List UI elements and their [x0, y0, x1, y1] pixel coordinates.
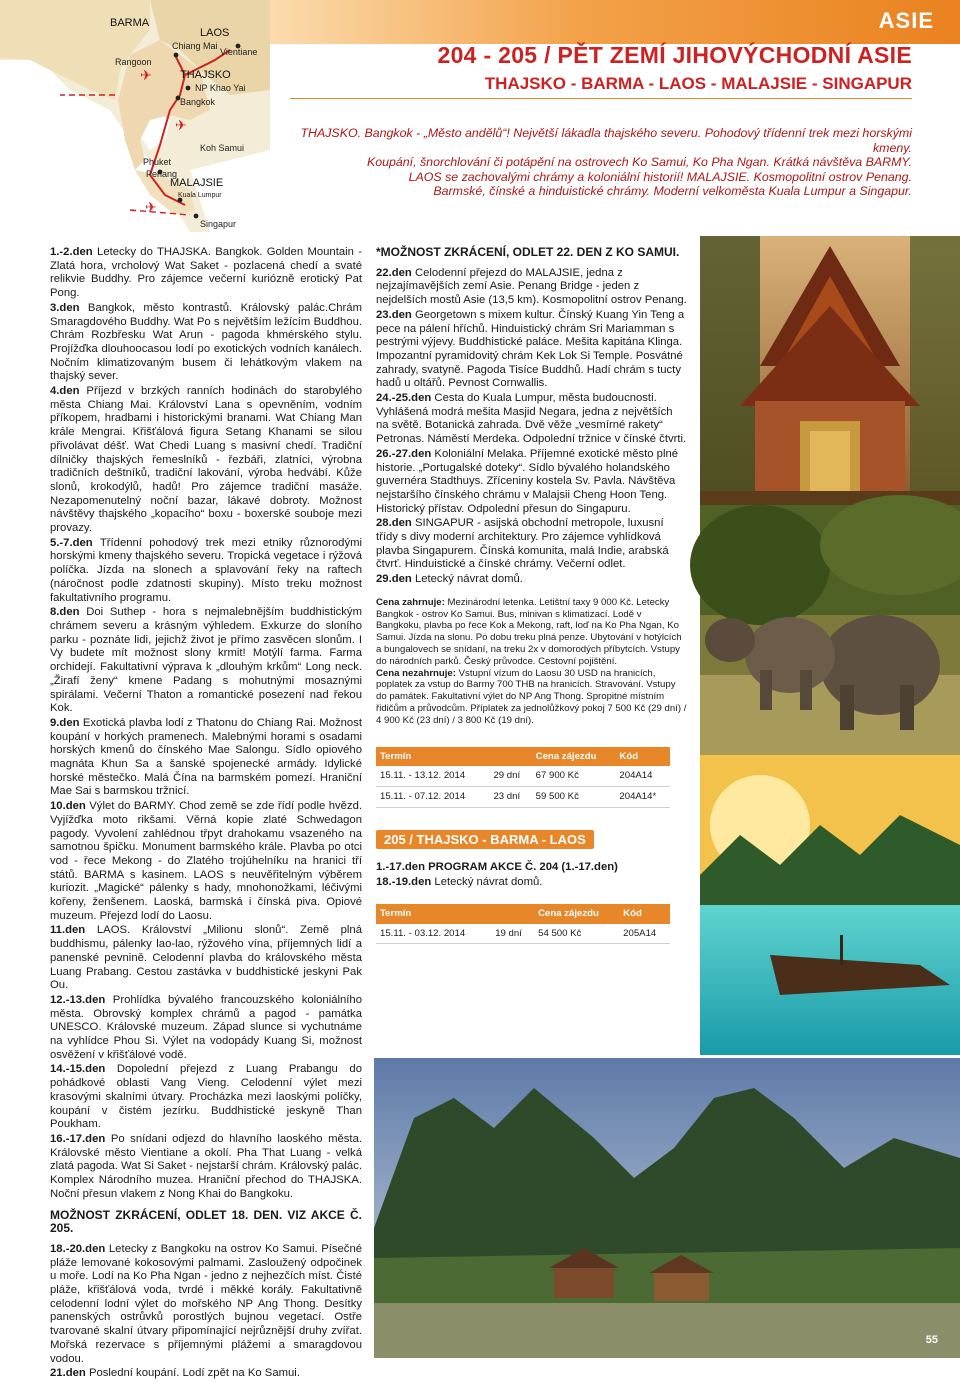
table-cell: 54 500 Kč [534, 924, 619, 944]
itinerary-entry [50, 302, 362, 384]
map-label-rangoon: Rangoon [115, 57, 152, 67]
tour-205-line [376, 876, 688, 890]
day-text: Doi Suthep - hora s nejmalebnějším buddhistickým chrámem severu a krásným výhledem. Exkurze do sloního parku - poznáte lidi, jejichž život je přímo zasvěcen slonům. I Vy budete mít možnost slony krmit! Motýlí farma. Farma orchidejí. Fakultativní výprava k „dlouhým krkům“ Long neck. „Žirafí ženy“ kmene Padang s mohutnými mosaznými spirálami. Večerní Thaton a romantické posezení nad řekou Kok. [50, 606, 362, 715]
itinerary-entry [50, 1243, 362, 1366]
itinerary-entry [376, 267, 688, 308]
itinerary-left-column [50, 246, 362, 1382]
day-text: Cesta do Kuala Lumpur, města budoucnosti. Vyhlášená modrá mešita Masjid Negara, jedna z největších na světě. Botanická zahrada. Dvě věže „vesmírné rakety“ Petronas. Náměstí Merdeka. Odpolední tržnice v čínské čtvrti. [376, 392, 687, 446]
day-text: PROGRAM AKCE Č. 204 (1.-17.den) [428, 861, 618, 874]
itinerary-entry [50, 924, 362, 993]
itinerary-entry [50, 246, 362, 301]
day-label: 9.den [50, 716, 80, 729]
day-label: 11.den [50, 924, 86, 937]
map-label-penang: Penang [146, 169, 178, 179]
day-text: SINGAPUR - asijská obchodní metropole, luxusní třídy s divy moderní architektury. Pro zájemce vyhlídková plavba Singapurem. Čínská komunita, malá Indie, arabská čtvrť. Hinduistické a čínské chrámy. Večerní odlet. [376, 517, 669, 571]
intro-line: Koupání, šnorchlování či potápění na ostrovech Ko Samui, Ko Pha Ngan. Krátká návštěva BARMY. [366, 155, 912, 169]
map-label-thajsko: THAJSKO [180, 69, 231, 81]
table-header: Kód [619, 904, 670, 924]
itinerary-entry [50, 1367, 362, 1381]
table-header: Kód [615, 747, 670, 767]
includes-note [376, 597, 688, 668]
day-label: 10.den [50, 800, 86, 813]
day-text: Dopolední přejezd z Luang Prabangu do pohádkové oblasti Vang Vieng. Celodenní výlet mezi krasovými skalními útvary. Procházka mezi laoskými políčky, koupání v čistém jezírku. Buddhistické jeskyně Than Poukham. [50, 1063, 362, 1131]
day-text: Po snídani odjezd do hlavního laoského města. Královské město Vientiane a okolí. Pha That Luang - velká zlatá pagoda. Wat Si Saket - nejstarší chrám. Královský palác. Komplex Národního muzea. Hraniční přechod do THAJSKA. Noční přesun vlakem z Nong Khai do Bangkoku. [50, 1133, 362, 1200]
excludes-label: Cena nezahrnuje: [376, 667, 456, 679]
table-header-row [376, 747, 670, 767]
map-label-singapur: Singapur [200, 219, 237, 229]
includes-text: Mezinárodní letenka. Letištní taxy 9 000 Kč. Letecky Bangkok - ostrov Ko Samui. Bus, minivan s klimatizací. Lodě v Bangkoku, plavba po řece Kok a Mekong, raft, loď na Ko Pha Ngan, Ko Samui. Jízda na slonu. Po dobu treku plná penze. Ubytování v hotýlcích a bungalovech se snídaní, na treku 2x v domorodých příbytcích. Vstupy do národních parků. Český průvodce. Cestovní pojištění. [376, 596, 682, 667]
table-cell: 204A14 [615, 766, 670, 786]
day-text: Letecky do THAJSKA. Bangkok. Golden Mountain - Zlatá hora, vrcholový Wat Saket - pozlacená chedí a svaté relikvie Buddhy. Pro zájemce večerní kuriózně erotický Pat Pong. [50, 246, 362, 300]
itinerary-mid-column [376, 246, 688, 944]
intro-text [292, 126, 912, 199]
day-text: Letecky z Bangkoku na ostrov Ko Samui. Písečné pláže lemované kokosovými palmami. Zasloužený odpočinek u moře. Lodí na Ko Pha Ngan - jedno z nejhezčích míst. Čisté pláže, křišťálová voda, tvrdé i měkké korály. Fakultativně celodenní lodní výlet do mořského NP Ang Thong. Desítky panenských ostrůvků porostlých bujnou vegetací. Ostře tvarované skalní útvary připomínající nejrůznější druhy zvířat. Mořská rezervace s příjemnými plážemi a smaragdovou vodou. [50, 1242, 363, 1365]
day-label: 1.-2.den [50, 246, 93, 258]
map-label-bangkok: Bangkok [180, 97, 216, 107]
itinerary-entry [376, 309, 688, 391]
table-cell: 204A14* [615, 787, 670, 808]
map-label-malajsie: MALAJSIE [170, 177, 224, 189]
includes-label: Cena zahrnuje: [376, 596, 445, 608]
intro-line: Barmské, čínské a hinduistické chrámy. Moderní velkoměsta Kuala Lumpur a Singapur. [433, 184, 912, 198]
table-header [489, 747, 531, 767]
day-text: LAOS. Království „Milionu slonů“. Země plná buddhismu, pálenky lao-lao, rýžového vína, příjemných lidí a panenské pevnině. Celodenní plavba do královského města Luang Prabang. Cestou zastávka v buddhistické jeskyni Pak Ou. [50, 924, 363, 992]
table-header: Termín [376, 747, 489, 767]
intro-line: LAOS se zachovalými chrámy a koloniální historií! MALAJSIE. Kosmopolitní ostrov Penang. [408, 169, 912, 184]
table-cell: 23 dní [489, 787, 531, 808]
day-text: Celodenní přejezd do MALAJSIE, jedna z nejzajímavějších zemí Asie. Penang Bridge - jeden z nejdelších mostů Asie (13,5 km). Kosmopolitní ostrov Penang. [376, 266, 687, 307]
day-label: 14.-15.den [50, 1063, 106, 1076]
day-label: 16.-17.den [50, 1133, 106, 1145]
table-cell: 15.11. - 13.12. 2014 [376, 766, 489, 786]
day-label: 5.-7.den [50, 536, 93, 549]
photo-elephants [700, 505, 960, 755]
table-cell: 205A14 [619, 924, 670, 944]
itinerary-entry [50, 994, 362, 1063]
day-text: Bangkok, město kontrastů. Královský palác.Chrám Smaragdového Buddhy. Wat Po s největším ležícím Buddhou. Chrám Rozbřesku Wat Arun - pagoda khmérského stylu. Projížďka dlouhoocasou lodí po exotických vodních kanálech. Nočním klimatizovaným busem či lehátkovým vlakem na thajský sever. [50, 301, 362, 383]
day-label: 12.-13.den [50, 993, 106, 1006]
price-notes [376, 597, 688, 727]
photo-beach-boat [700, 755, 960, 1055]
excludes-note [376, 668, 688, 727]
intro-line: THAJSKO. Bangkok - „Město andělů“! Největší lákadla thajského severu. Pohodový třídenní trek mezi horskými kmeny. [300, 126, 912, 155]
table-cell: 15.11. - 03.12. 2014 [376, 924, 491, 944]
day-label: 29.den [376, 573, 412, 586]
itinerary-entry [50, 537, 362, 606]
day-text: Příjezd v brzkých ranních hodinách do starobylého města Chiang Mai. Království Lana s opevněním, vodním příkopem, hradbami i historickými branami. Wat Chiang Man krále Mengrai. Křišťálová figura Setang Khanami se silou přivolávat déšť. Wat Chedi Luang s masivní chedí. Tradiční dílničky thajských řemeslníků - řezbáři, zlatníci, výrobna tradičních deštníků, tradiční lakování, výroba hedvábí. Kůže slonů, krokodýlů, hadů! Pro zájemce tradiční masáže. Nezapomenutelný noční bazar, lákavé dobroty. Možnost návštěvy thajského „kopacího“ boxu - boxerské souboje mezi provazy. [50, 385, 363, 535]
map-label-kuala-lumpur: Kuala Lumpur [178, 192, 222, 199]
svg-text:✈: ✈ [140, 67, 152, 83]
page-title: 204 - 205 / PĚT ZEMÍ JIHOVÝCHODNÍ ASIE [437, 42, 912, 68]
itinerary-entry [376, 448, 688, 517]
map-label-laos: LAOS [200, 27, 230, 39]
svg-text:✈: ✈ [145, 199, 157, 215]
day-label: 21.den [50, 1367, 86, 1380]
table-row [376, 924, 670, 944]
excludes-text: Vstupní vízum do Laosu 30 USD na hranicích, poplatek za vstup do Barmy 700 THB na hranicích. Stravování. Vstupy do památek. Fakultativní výlet do NP Ang Thong. Spropitné místním řidičům a průvodcům. Příplatek za jednolůžkový pokoj 7 500 Kč (29 dní) / 4 900 Kč (23 dní) / 3 800 Kč (19 dní). [376, 667, 687, 726]
tour-205-tag: 205 / THAJSKO - BARMA - LAOS [376, 830, 594, 850]
photo-temple [700, 236, 960, 506]
map-label-chiang-mai: Chiang Mai [172, 41, 218, 51]
day-text: Letecký návrat domů. [414, 573, 523, 586]
itinerary-entry [50, 717, 362, 799]
table-header [491, 904, 534, 924]
day-label: 22.den [376, 266, 412, 279]
shortening-note: MOŽNOST ZKRÁCENÍ, ODLET 18. DEN. VIZ AKCE Č. 205. [50, 1207, 362, 1236]
day-label: 18.-19.den [376, 876, 432, 889]
svg-text:✈: ✈ [175, 117, 187, 133]
table-cell: 29 dní [489, 766, 531, 786]
itinerary-entry [50, 385, 362, 536]
tour-205-line [376, 861, 688, 875]
table-cell: 59 500 Kč [532, 787, 616, 808]
page-subtitle: THAJSKO - BARMA - LAOS - MALAJSIE - SINGAPUR [484, 74, 912, 93]
price-table-205 [376, 904, 670, 944]
map-label-np-khao-yai: NP Khao Yai [195, 83, 246, 93]
title-rule [290, 98, 912, 99]
itinerary-entry [376, 392, 688, 447]
table-cell: 15.11. - 07.12. 2014 [376, 787, 489, 808]
day-text: Koloniální Melaka. Příjemné exotické město plné historie. „Portugalské doteky“. Sídlo bývalého holandského guvernéra Stadthuys. Zříceniny kostela Sv. Pavla. Návštěva nejstaršího čínského chrámu v Malajsii Cheng Hoon Teng. Historický přístav. Odpolední přesun do Singapuru. [376, 447, 679, 515]
day-text: Exotická plavba lodí z Thatonu do Chiang Rai. Možnost koupání v horkých pramenech. Malebnými horami s osadami horských kmenů do čínského Mae Salongu. Sídlo opiového magnáta Khun Sa a šanské spojenecké armády. Idylické horské městečko. Malá Čína na barmském pomezí. Hraniční Mae Sai s barmskou tržnicí. [50, 716, 362, 798]
map-label-barma: BARMA [110, 17, 150, 29]
day-label: 3.den [50, 301, 80, 314]
map-graphic [0, 0, 270, 232]
table-cell: 67 900 Kč [532, 766, 616, 786]
map-label-vientiane: Vientiane [220, 47, 258, 57]
day-label: 1.-17.den [376, 861, 425, 874]
day-label: 18.-20.den [50, 1242, 106, 1255]
shortening-note: *MOŽNOST ZKRÁCENÍ, ODLET 22. DEN Z KO SAMUI. [376, 245, 680, 259]
table-header: Cena zájezdu [534, 904, 619, 924]
region-map [0, 0, 270, 232]
itinerary-entry [50, 1063, 362, 1132]
day-label: 24.-25.den [376, 392, 432, 405]
itinerary-entry [50, 1133, 362, 1202]
table-row [376, 787, 670, 808]
day-text: Třídenní pohodový trek mezi etniky různorodými horskými kmeny thajského severu. Tropická vegetace i rýžová políčka. Jízda na slonech a splavování řeky na raftech (náročnost podle zdatnosti skupiny). Místo treku možnost fakultativního programu. [50, 536, 363, 604]
day-label: 28.den [376, 517, 412, 530]
day-text: Letecký návrat domů. [434, 876, 543, 889]
price-table-204 [376, 747, 670, 808]
region-label: ASIE [878, 8, 934, 33]
day-label: 23.den [376, 308, 412, 321]
photo-karst-landscape [374, 1058, 960, 1358]
day-text: Georgetown s mixem kultur. Čínský Kuang Yin Teng a pece na pálení hříchů. Hinduistický chrám Sri Mariamman s pestrými výjevy. Buddhistické paláce. Mešita kapitána Klinga. Impozantní pyramidovitý chrám Kek Lok Si Temple. Posvátné zahrady, svatyně. Pagoda Tisíce Buddhů. Hadí chrám s tucty hadů u oltářů. Pevnost Cornwallis. [376, 308, 685, 390]
table-header: Cena zájezdu [532, 747, 616, 767]
day-label: 26.-27.den [376, 447, 432, 460]
map-label-phuket: Phuket [143, 157, 172, 167]
table-cell: 19 dní [491, 924, 534, 944]
table-row [376, 766, 670, 786]
itinerary-entry [376, 517, 688, 572]
itinerary-entry [50, 606, 362, 716]
page-number: 55 [925, 1334, 938, 1346]
table-header-row [376, 904, 670, 924]
itinerary-entry [376, 573, 688, 587]
day-label: 8.den [50, 606, 80, 619]
day-text: Poslední koupání. Lodí zpět na Ko Samui. [88, 1367, 300, 1380]
itinerary-entry [50, 800, 362, 923]
day-text: Výlet do BARMY. Chod země se zde řídí podle hvězd. Vyjížďka moto rikšami. Věrná kopie zlaté Schwedagon pagody. Vyvolení zahlédnou třpyt drahokamu vsazeného na samotnou špičku. Monument barmského krále. Plavba po otci vod - řece Mekong - do Zlatého trojúhelníku na hranici tří států. BARMA s kasinem. LAOS s neuvěřitelným výběrem kuriozit. „Magické“ pálenky s hady, mnohonožkami, léčivými kořeny, ženšenem. Laoská, barmská i čínská piva. Opiové muzeum. Přejezd lodí do Laosu. [50, 800, 362, 922]
day-label: 4.den [50, 385, 80, 398]
table-header: Termín [376, 904, 491, 924]
day-text: Prohlídka bývalého francouzského koloniálního města. Obrovský komplex chrámů a pagod - památka UNESCO. Královské muzeum. Západ slunce si vychutnáme na vyhlídce Phou Si. Výlet na vodopády Kuang Si, možnost osvěžení v křišťálové vodě. [50, 993, 363, 1061]
map-label-koh-samui: Koh Samui [200, 143, 245, 153]
